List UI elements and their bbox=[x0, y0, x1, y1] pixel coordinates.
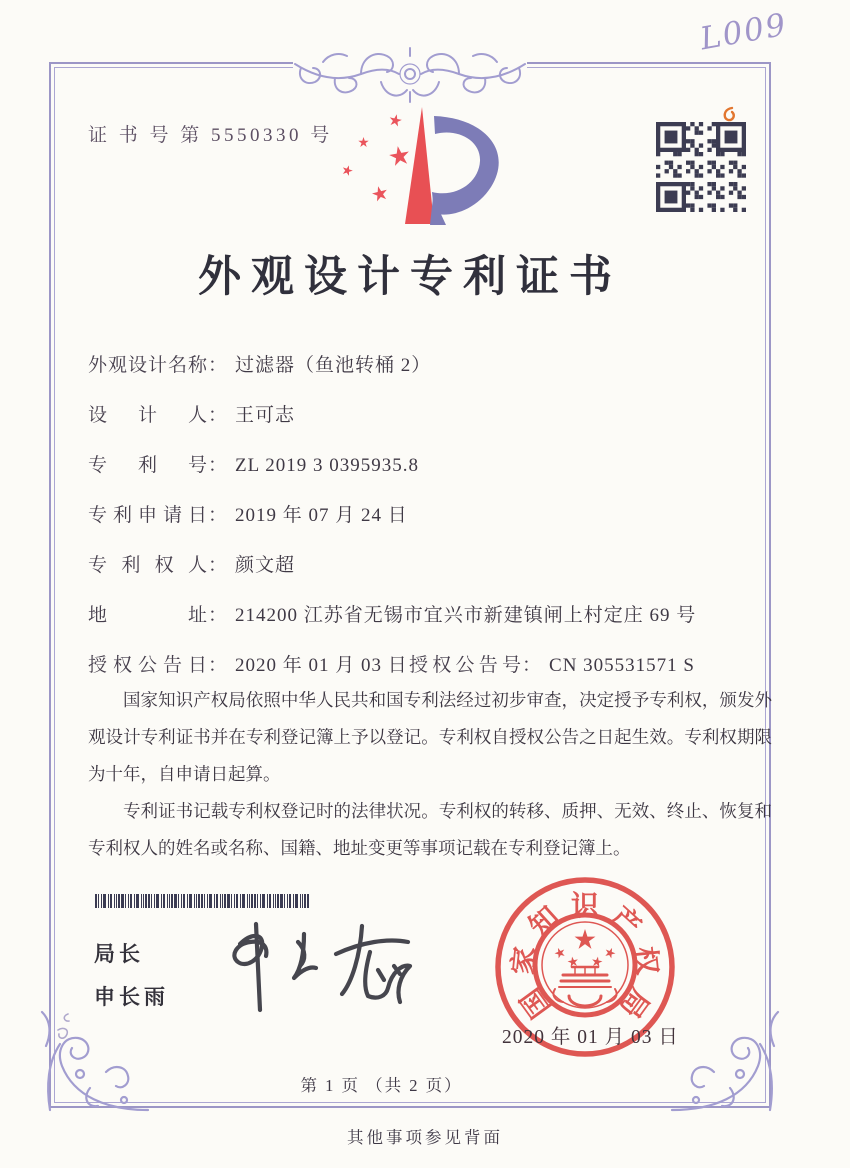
field-value: 颜文超 bbox=[235, 555, 296, 576]
field-row-design-name bbox=[88, 350, 778, 400]
field-row-patentee bbox=[88, 550, 778, 600]
field-value: CN 305531571 S bbox=[549, 655, 695, 676]
seal-character: 国 bbox=[515, 982, 557, 1024]
field-colon: ： bbox=[208, 455, 228, 476]
seal-character: 产 bbox=[604, 901, 647, 943]
seal-character: 权 bbox=[628, 945, 663, 977]
field-colon: ： bbox=[208, 355, 228, 376]
field-colon: ： bbox=[208, 555, 228, 576]
certificate-number: 证 书 号 第 5550330 号 bbox=[88, 125, 333, 146]
field-value: 过滤器（鱼池转桶 2） bbox=[235, 355, 432, 376]
field-label: 专利号 bbox=[88, 455, 207, 476]
field-value: ZL 2019 3 0395935.8 bbox=[235, 455, 420, 476]
qr-code-svg bbox=[656, 122, 746, 212]
field-pair-grant-number bbox=[409, 650, 695, 677]
signer-title: 局长 bbox=[94, 942, 144, 966]
field-row-application-date bbox=[88, 500, 778, 550]
seal-character: 识 bbox=[570, 891, 600, 922]
field-colon: ： bbox=[208, 655, 228, 676]
certificate-fields bbox=[88, 350, 778, 700]
back-side-note: 其他事项参见背面 bbox=[347, 1128, 503, 1147]
field-label: 外观设计名称 bbox=[88, 355, 207, 376]
seal-character: 知 bbox=[523, 901, 566, 943]
field-label: 设计人 bbox=[88, 405, 207, 426]
field-value: 214200 江苏省无锡市宜兴市新建镇闸上村定庄 69 号 bbox=[235, 605, 697, 626]
legal-paragraph: 专利证书记载专利权登记时的法律状况。专利权的转移、质押、无效、终止、恢复和专利权人的姓名或名称、国籍、地址变更等事项记载在专利登记簿上。 bbox=[88, 801, 772, 858]
field-value: 2020 年 01 月 03 日 bbox=[235, 655, 408, 676]
field-value: 2019 年 07 月 24 日 bbox=[235, 505, 408, 526]
legal-paragraph: 国家知识产权局依照中华人民共和国专利法经过初步审查，决定授予专利权，颁发外观设计专利证书并在专利登记簿上予以登记。专利权自授权公告之日起生效。专利权期限为十年，自申请日起算。 bbox=[88, 690, 772, 784]
field-row-designer bbox=[88, 400, 778, 450]
certificate-title: 外观设计专利证书 bbox=[198, 254, 622, 301]
cnipa-logo-icon bbox=[333, 104, 525, 234]
seal-date: 2020 年 01 月 03 日 bbox=[502, 1027, 679, 1048]
signer-block bbox=[94, 938, 169, 1024]
field-row-address bbox=[88, 600, 778, 650]
signer-name: 申长雨 bbox=[94, 985, 169, 1009]
seal-character: 家 bbox=[507, 945, 542, 977]
stray-pen-mark-icon bbox=[54, 1012, 76, 1042]
handwritten-signature-icon bbox=[212, 912, 432, 1027]
field-label: 授权公告号 bbox=[409, 655, 521, 676]
field-row-patent-number bbox=[88, 450, 778, 500]
field-colon: ： bbox=[208, 605, 228, 626]
seal-character: 局 bbox=[613, 982, 655, 1024]
field-label: 地址 bbox=[88, 605, 207, 626]
field-label: 专利申请日 bbox=[88, 505, 207, 526]
field-label: 专利权人 bbox=[88, 555, 207, 576]
barcode bbox=[95, 894, 313, 908]
page-number: 第 1 页 （共 2 页） bbox=[300, 1076, 463, 1095]
qr-code bbox=[656, 122, 746, 212]
orange-pen-mark-icon bbox=[720, 106, 736, 124]
field-colon: ： bbox=[208, 405, 228, 426]
border-corner-flourish-icon bbox=[666, 1010, 784, 1118]
field-colon: ： bbox=[522, 655, 542, 676]
handwritten-annotation: L009 bbox=[697, 6, 791, 58]
legal-text bbox=[88, 682, 772, 867]
field-label: 授权公告日 bbox=[88, 655, 207, 676]
field-colon: ： bbox=[208, 505, 228, 526]
field-value: 王可志 bbox=[235, 405, 296, 426]
